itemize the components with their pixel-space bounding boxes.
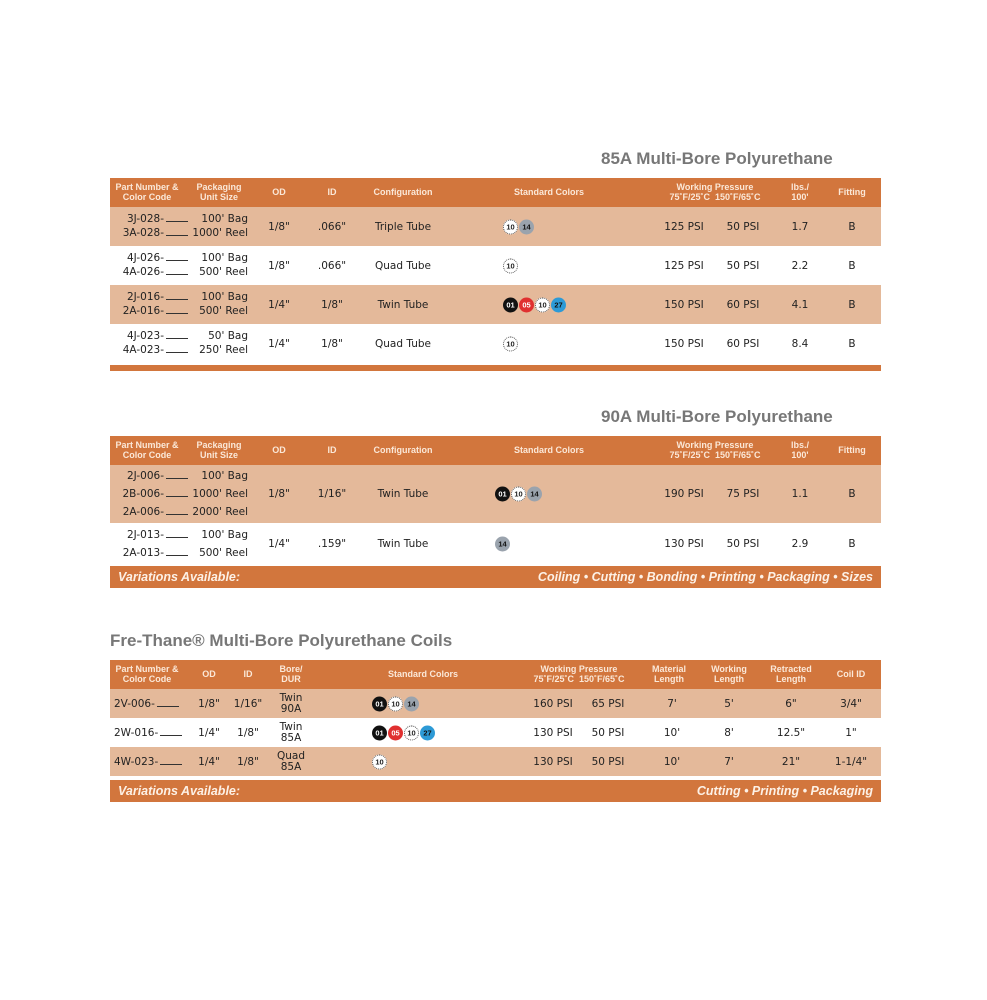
cell-mat: 7': [667, 697, 677, 710]
header-config: Configuration: [373, 445, 433, 455]
packaging-size: 100' Bag: [201, 213, 248, 225]
bore-dur-line: 85A: [280, 760, 302, 773]
header-part_number: Part Number & Color Code: [115, 182, 179, 202]
cell-od: 1/4": [268, 298, 290, 311]
color-code-blank: [166, 330, 188, 339]
cell-id: 1/8": [321, 337, 343, 350]
color-code-blank: [166, 344, 188, 353]
table-row: [110, 324, 881, 363]
section-title-90a: 90A Multi-Bore Polyurethane: [601, 407, 833, 426]
cell-p1: 150 PSI: [664, 337, 704, 350]
cell-id: 1/16": [317, 488, 347, 500]
header-colors: Standard Colors: [387, 669, 459, 679]
cell-p2: 75 PSI: [726, 488, 760, 500]
header-packaging: Packaging Unit Size: [196, 182, 242, 202]
cell-p1: 125 PSI: [664, 220, 704, 233]
cell-od: 1/4": [268, 337, 290, 350]
header-bore: Bore/ DUR: [279, 664, 303, 684]
cell-fit: B: [848, 488, 856, 500]
cell-p2: 60 PSI: [726, 337, 760, 350]
part-code: 3A-028-: [122, 227, 164, 239]
color-swatch-10: 10: [511, 487, 526, 502]
cell-p1: 160 PSI: [533, 697, 573, 710]
variations-label: Variations Available:: [118, 570, 241, 584]
cell-id: 1/8": [237, 726, 259, 739]
header-config: Configuration: [373, 187, 433, 197]
cell-lbs: 1.7: [791, 220, 809, 233]
bore-dur-line: Twin: [279, 720, 303, 733]
color-swatch-01: 01: [372, 696, 387, 711]
color-code-blank: [166, 266, 188, 275]
part-code: 2B-006-: [122, 488, 164, 500]
packaging-size: 50' Bag: [208, 330, 248, 342]
cell-id: .159": [317, 537, 347, 550]
part-number: [110, 506, 190, 518]
cell-id: 1/8": [237, 755, 259, 768]
bore-dur: [280, 722, 303, 744]
table-header: [110, 660, 881, 689]
cell-od: 1/4": [198, 726, 220, 739]
part-number: [110, 344, 190, 356]
color-swatch-10: 10: [404, 725, 419, 740]
table-row: [110, 523, 881, 564]
cell-work: 7': [724, 755, 734, 768]
color-swatch-27: 27: [420, 725, 435, 740]
table-header: [110, 436, 881, 465]
variations-list: Cutting • Printing • Packaging: [696, 784, 873, 798]
cell-mat: 10': [663, 726, 681, 739]
part-code: 2A-013-: [122, 546, 164, 559]
standard-color-swatches: [372, 696, 420, 711]
cell-od: 1/4": [198, 755, 220, 768]
cell-p2: 50 PSI: [591, 755, 625, 768]
header-part_number: Part Number & Color Code: [115, 664, 179, 684]
bore-dur-line: Quad: [276, 749, 306, 762]
cell-fit: B: [848, 259, 856, 272]
bore-dur: [280, 693, 303, 715]
cell-lbs: 4.1: [791, 298, 809, 311]
cell-fit: B: [848, 220, 856, 233]
header-od: OD: [202, 669, 216, 679]
variations-bar: [110, 780, 881, 802]
cell-p1: 190 PSI: [664, 488, 704, 500]
cell-id: 1/16": [233, 697, 263, 710]
header-colors: Standard Colors: [513, 187, 585, 197]
part-code: 2A-006-: [122, 506, 164, 518]
part-code: 2J-006-: [126, 470, 164, 482]
color-swatch-10: 10: [388, 696, 403, 711]
part-number: [110, 547, 190, 559]
cell-id: .066": [317, 259, 347, 272]
part-code: 2A-016-: [122, 305, 164, 317]
cell-p2: 50 PSI: [726, 537, 760, 550]
cell-retr: 6": [785, 697, 797, 710]
bore-dur-line: 90A: [280, 702, 302, 715]
table-row: [110, 465, 881, 523]
standard-color-swatches: [503, 297, 567, 312]
color-swatch-01: 01: [503, 297, 518, 312]
cell-od: 1/8": [268, 259, 290, 272]
header-od: OD: [272, 187, 286, 197]
cell-retr: 21": [781, 755, 801, 768]
part-code: 3J-028-: [126, 213, 164, 225]
color-code-blank: [166, 305, 188, 314]
standard-color-swatches: [503, 219, 535, 234]
cell-retr: 12.5": [776, 726, 806, 739]
color-code-blank: [166, 227, 188, 236]
color-code-blank: [166, 213, 188, 222]
part-number: [110, 529, 190, 541]
part-code: 4J-023-: [126, 330, 164, 342]
cell-od: 1/8": [268, 488, 290, 500]
header-material: Material Length: [651, 664, 687, 684]
standard-color-swatches: [372, 725, 436, 740]
cell-p2: 50 PSI: [726, 259, 760, 272]
color-swatch-10: 10: [503, 258, 518, 273]
color-swatch-10: 10: [503, 219, 518, 234]
packaging-size: 100' Bag: [201, 291, 248, 303]
standard-color-swatches: [372, 754, 388, 769]
part-code: 4A-023-: [122, 344, 164, 356]
cell-lbs: 2.9: [791, 537, 809, 550]
part-number: [114, 698, 181, 710]
header-pressure: Working Pressure 75˚F/25˚C 150˚F/65˚C: [669, 182, 761, 202]
standard-color-swatches: [503, 336, 519, 351]
color-swatch-10: 10: [372, 754, 387, 769]
table-bottom-rule: [110, 365, 881, 371]
cell-p2: 65 PSI: [591, 697, 625, 710]
cell-config: Twin Tube: [377, 537, 429, 550]
part-number: [110, 266, 190, 278]
table-row: [110, 689, 881, 718]
section-title-85a: 85A Multi-Bore Polyurethane: [601, 149, 833, 168]
standard-color-swatches: [495, 487, 543, 502]
cell-work: 5': [724, 697, 734, 710]
cell-fit: B: [848, 537, 856, 550]
cell-p2: 50 PSI: [726, 220, 760, 233]
cell-p1: 130 PSI: [533, 726, 573, 739]
variations-label: Variations Available:: [118, 784, 241, 798]
header-id: ID: [327, 445, 337, 455]
color-swatch-27: 27: [551, 297, 566, 312]
standard-color-swatches: [503, 258, 519, 273]
color-code-blank: [160, 727, 182, 736]
cell-od: 1/8": [198, 697, 220, 710]
cell-lbs: 1.1: [791, 488, 809, 500]
header-packaging: Packaging Unit Size: [196, 440, 242, 460]
part-code: 4W-023-: [114, 755, 159, 768]
cell-config: Twin Tube: [377, 488, 429, 500]
header-retracted: Retracted Length: [770, 664, 812, 684]
color-code-blank: [157, 698, 179, 707]
color-swatch-05: 05: [519, 297, 534, 312]
table-row: [110, 207, 881, 246]
cell-config: Quad Tube: [375, 259, 431, 272]
header-fitting: Fitting: [838, 445, 866, 455]
cell-p1: 150 PSI: [664, 298, 704, 311]
color-swatch-10: 10: [535, 297, 550, 312]
part-number: [110, 291, 190, 303]
standard-color-swatches: [495, 536, 511, 551]
cell-p1: 130 PSI: [664, 537, 704, 550]
cell-coil: 1-1/4": [834, 755, 868, 768]
color-code-blank: [166, 547, 188, 556]
bore-dur-line: Twin: [279, 691, 303, 704]
table-row: [110, 285, 881, 324]
color-swatch-05: 05: [388, 725, 403, 740]
table-row: [110, 747, 881, 776]
part-code: 2J-013-: [126, 528, 164, 541]
color-swatch-10: 10: [503, 336, 518, 351]
part-code: 2W-016-: [114, 726, 159, 739]
table-row: [110, 246, 881, 285]
color-swatch-01: 01: [495, 487, 510, 502]
cell-mat: 10': [663, 755, 681, 768]
part-code: 2J-016-: [126, 291, 164, 303]
part-number: [110, 330, 190, 342]
header-working: Working Length: [711, 664, 747, 684]
variations-list: Coiling • Cutting • Bonding • Printing • Packaging • Sizes: [537, 570, 873, 584]
header-coil: Coil ID: [836, 669, 866, 679]
packaging-size: 100' Bag: [201, 252, 248, 264]
cell-config: Triple Tube: [374, 220, 432, 233]
packaging-size: 100' Bag: [201, 470, 248, 482]
packaging-size: 100' Bag: [201, 528, 248, 541]
color-swatch-14: 14: [519, 219, 534, 234]
color-code-blank: [160, 756, 182, 765]
header-colors: Standard Colors: [513, 445, 585, 455]
header-pressure: Working Pressure 75˚F/25˚C 150˚F/65˚C: [669, 440, 761, 460]
part-number: [114, 756, 184, 768]
packaging-size: 250' Reel: [199, 344, 248, 356]
packaging-size: 500' Reel: [199, 305, 248, 317]
color-swatch-01: 01: [372, 725, 387, 740]
cell-config: Twin Tube: [377, 298, 429, 311]
part-code: 4A-026-: [122, 266, 164, 278]
cell-work: 8': [724, 726, 734, 739]
color-code-blank: [166, 470, 188, 479]
part-number: [110, 252, 190, 264]
bore-dur-line: 85A: [280, 731, 302, 744]
cell-p2: 60 PSI: [726, 298, 760, 311]
part-number: [110, 488, 190, 500]
packaging-size: 500' Reel: [199, 266, 248, 278]
packaging-size: 2000' Reel: [192, 506, 248, 518]
cell-p1: 125 PSI: [664, 259, 704, 272]
table-header: [110, 178, 881, 207]
part-number: [110, 305, 190, 317]
header-lbs: lbs./ 100': [790, 440, 810, 460]
table-row: [110, 718, 881, 747]
cell-p2: 50 PSI: [591, 726, 625, 739]
cell-config: Quad Tube: [375, 337, 431, 350]
cell-coil: 3/4": [840, 697, 862, 710]
header-fitting: Fitting: [838, 187, 866, 197]
cell-fit: B: [848, 337, 856, 350]
color-code-blank: [166, 506, 188, 515]
variations-bar: [110, 566, 881, 588]
packaging-size: 500' Reel: [199, 546, 248, 559]
part-number: [114, 727, 184, 739]
color-code-blank: [166, 291, 188, 300]
header-pressure: Working Pressure 75˚F/25˚C 150˚F/65˚C: [533, 664, 625, 684]
packaging-size: 1000' Reel: [192, 488, 248, 500]
cell-fit: B: [848, 298, 856, 311]
cell-id: 1/8": [321, 298, 343, 311]
color-code-blank: [166, 488, 188, 497]
cell-coil: 1": [845, 726, 857, 739]
color-code-blank: [166, 529, 188, 538]
color-swatch-14: 14: [404, 696, 419, 711]
part-code: 2V-006-: [114, 697, 155, 710]
part-code: 4J-026-: [126, 252, 164, 264]
color-swatch-14: 14: [527, 487, 542, 502]
color-code-blank: [166, 252, 188, 261]
bore-dur: [277, 751, 305, 773]
cell-od: 1/4": [268, 537, 290, 550]
color-swatch-14: 14: [495, 536, 510, 551]
packaging-size: 1000' Reel: [192, 227, 248, 239]
header-id: ID: [327, 187, 337, 197]
cell-lbs: 2.2: [791, 259, 809, 272]
cell-p1: 130 PSI: [533, 755, 573, 768]
header-id: ID: [243, 669, 253, 679]
header-part_number: Part Number & Color Code: [115, 440, 179, 460]
section-title-coils: Fre-Thane® Multi-Bore Polyurethane Coils: [110, 631, 453, 650]
cell-id: .066": [317, 220, 347, 233]
header-lbs: lbs./ 100': [790, 182, 810, 202]
part-number: [110, 213, 190, 225]
cell-lbs: 8.4: [791, 337, 809, 350]
part-number: [110, 227, 190, 239]
part-number: [110, 470, 190, 482]
cell-od: 1/8": [268, 220, 290, 233]
header-od: OD: [272, 445, 286, 455]
